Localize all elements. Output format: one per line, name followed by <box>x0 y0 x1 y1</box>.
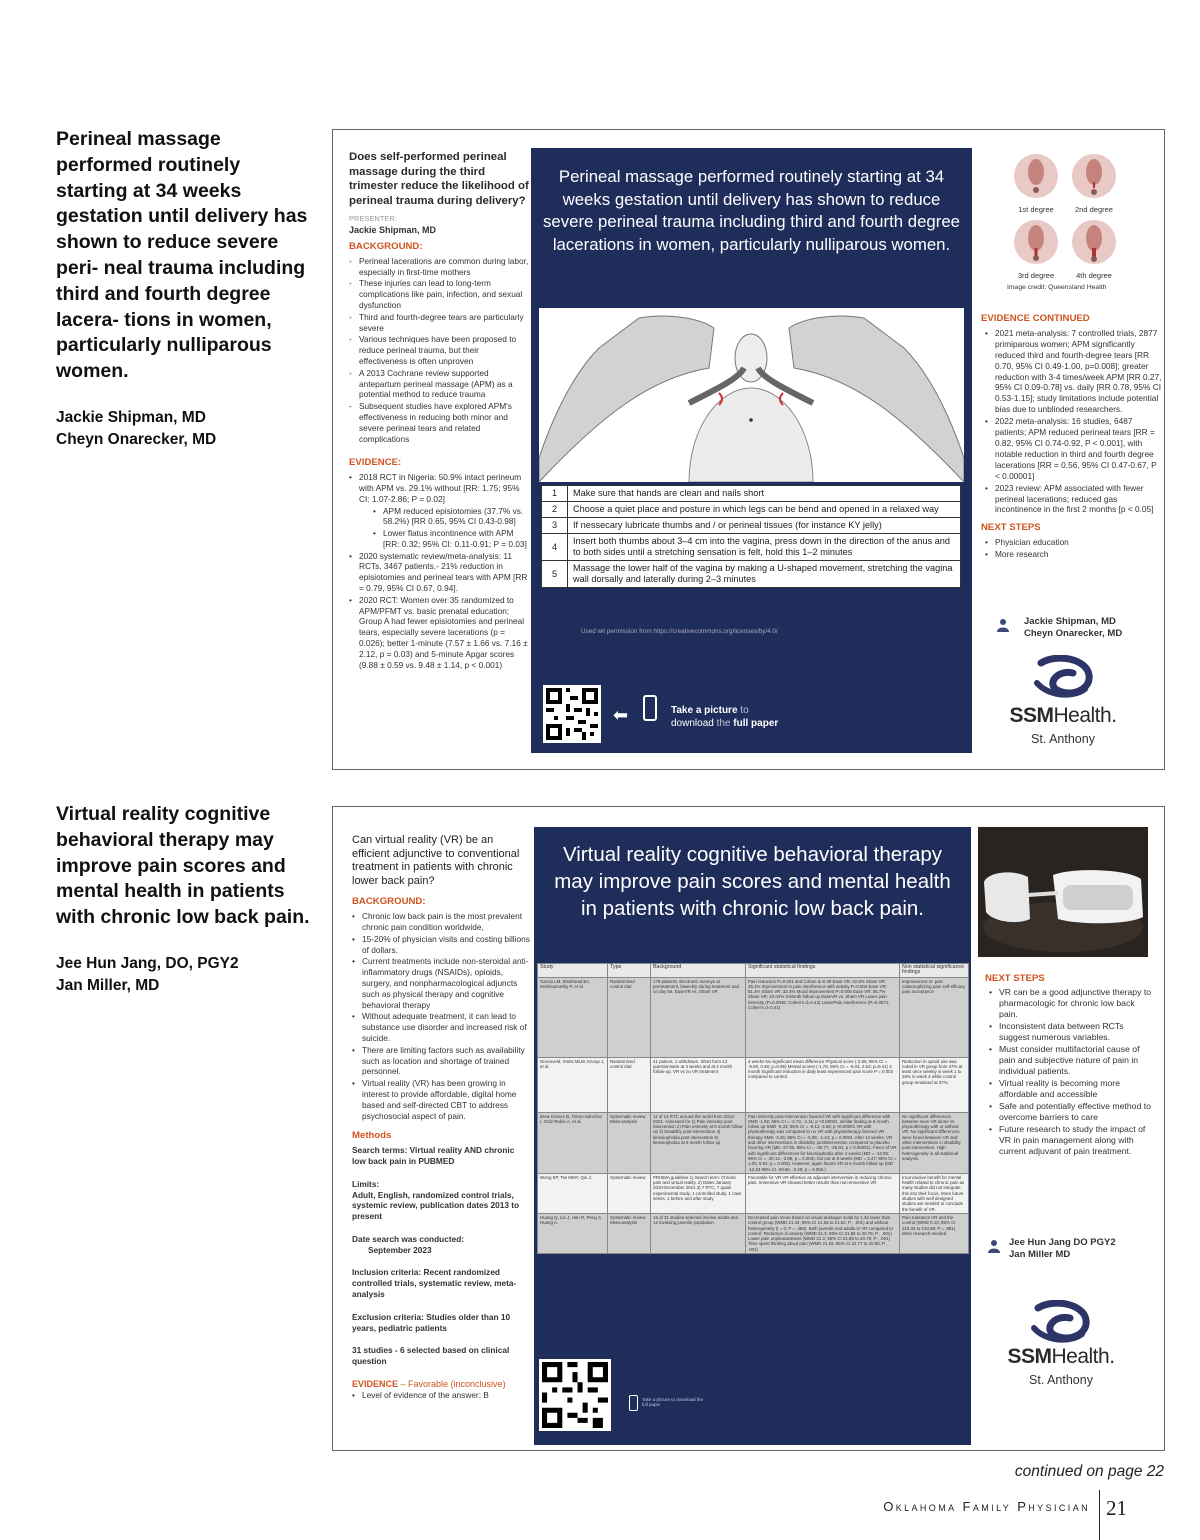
image-credit: Image credit: Queensland Health <box>1007 284 1107 291</box>
step-number: 5 <box>542 561 568 588</box>
ssm-logo-icon <box>1027 655 1103 699</box>
qr-code[interactable] <box>543 685 601 743</box>
poster2-headline: Virtual reality cognitive behavioral therapy may improve pain scores and mental health in patients with chronic low back pain. <box>554 843 951 920</box>
brand-location: St. Anthony <box>1031 732 1095 746</box>
degree-4-figure <box>1065 218 1123 280</box>
license-note: Used wit permission from https://creativecommons.org/licenses/by/4.0/ <box>581 628 778 635</box>
evidence-continued-list <box>981 328 1163 515</box>
step-number: 1 <box>542 486 568 502</box>
evidence-suffix: – Favorable (inconclusive) <box>398 1379 506 1390</box>
ssm-wordmark <box>981 1345 1141 1387</box>
article2-summary <box>56 802 312 997</box>
evidence-item: • 2018 RCT in Nigeria: 50.9% intact perineum with APM vs. 29.1% without [RR: 1.75; 95% CI: 1.07-2.86; P = 0.02] <box>349 472 529 504</box>
table-cell: Groenveld, Smits MLM, Knoop J, et al. <box>538 1057 608 1112</box>
evidence-heading: EVIDENCE <box>352 1379 399 1390</box>
poster1-question: Does self-performed perineal massage during the third trimester reduce the likelihood of perineal trauma during delivery? <box>349 151 529 207</box>
step-number: 4 <box>542 534 568 561</box>
background-item: • Without adequate treatment, it can lead to substance use disorder and increased risk of suicide. <box>352 1011 530 1043</box>
next-steps-list <box>981 537 1163 560</box>
evidence-list <box>352 1390 530 1401</box>
massage-illustration <box>539 308 964 482</box>
background-heading: BACKGROUND: <box>352 896 426 908</box>
poster2-question: Can virtual reality (VR) be an efficient adjunctive to conventional treatment in patients with chronic lower back pain? <box>352 834 520 887</box>
poster1-left-column <box>349 150 529 671</box>
next-step-item: • Physician education <box>981 537 1163 548</box>
table-cell: Systematic review Meta-analysis <box>608 1112 651 1173</box>
step-text: Choose a quiet place and posture in which legs can be bend and opened in a relaxed way <box>568 502 961 518</box>
step-row <box>542 561 961 588</box>
table-cell: 11 of 14 RTC around the world from 2013-2021. Assessed for 1) Pain intensity post intervention 2) Pain intensity at 6 month follow up 3) Disability post intervention 4) kinesiophobia post intervention 5) kinesiophobia at 6 month follow up <box>651 1112 746 1173</box>
person-icon <box>987 1239 1001 1253</box>
ssm-wordmark <box>983 704 1143 746</box>
brand-bold: SSM <box>1009 704 1054 727</box>
author-name: Jackie Shipman, MD <box>1024 616 1116 627</box>
brand-dot: . <box>1111 704 1117 727</box>
arrow-left-icon: ⬅ <box>613 705 629 725</box>
article1-summary <box>56 127 312 451</box>
table-cell: Pain tolerance VR and the control (WMD 0.13; 95% CI 210.34 to 210.59; P = .981) More research needed <box>900 1213 969 1253</box>
background-item: • There are limiting factors such as availability such as location and shortage of trained personnel. <box>352 1045 530 1077</box>
poster2-left-column <box>352 834 530 1402</box>
background-item: • Virtual reality (VR) has been growing in interest to provide affordable, digital home based and self-directed CBT to address psychosocial aspect of pain. <box>352 1078 530 1121</box>
table-header: Background <box>651 964 746 978</box>
studies-selected: 31 studies - 6 selected based on clinical question <box>352 1345 510 1367</box>
next-steps-heading: NEXT STEPS <box>981 522 1041 534</box>
table-header: Significant statistical findings <box>746 964 900 978</box>
degree-label: 1st degree <box>1018 205 1054 214</box>
background-item: • 15-20% of physician visits and costing billions of dollars. <box>352 934 530 956</box>
background-item: • Chronic low back pain is the most prevalent chronic pain condition worldwide, <box>352 911 530 933</box>
download-cta[interactable] <box>671 705 778 730</box>
table-cell: Huang Q, Lin J, Han R, Peng C, Huang A. <box>538 1213 608 1253</box>
author-name: Jan Miller MD <box>1009 1249 1071 1260</box>
date-value: September 2023 <box>368 1244 432 1255</box>
ssm-logo-icon <box>1024 1300 1100 1344</box>
background-item: - A 2013 Cochrane review supported antepartum perineal massage (APM) as a potential method to reduce trauma <box>349 368 529 400</box>
perineal-massage-poster <box>332 129 1165 770</box>
evidence-item: • 2020 RCT: Women over 35 randomized to APM/PFMT vs. basic prenatal education; Group A had fewer episiotomies and perineal tears, especially severe lacerations (p = 0.026); better 1-minute (7.57 ± 1.66 vs. 7.16 ± 2.12, p = 0.03) and 5-minute Apgar scores (9.88 ± 0.59 vs. 9.48 ± 1.14, p < 0.001) <box>349 595 529 671</box>
table-cell: 41 patient, 1 withdrawn. Short form-12 questionnaire at 4 weeks and at 4 month follow-up. VR vs no VR treatment <box>651 1057 746 1112</box>
poster2-right-column <box>985 973 1155 1158</box>
person-icon <box>996 618 1010 632</box>
continued-note: continued on page 22 <box>1014 1463 1164 1480</box>
brand-location: St. Anthony <box>1029 1373 1093 1387</box>
article1-author: Cheyn Onarecker, MD <box>56 430 217 448</box>
degree-2-figure <box>1065 152 1123 214</box>
presenter-label: PRESENTER: <box>349 214 397 224</box>
table-cell: Pain reduction P=0.001 and Cohen d=0.49 Ease VR: 42.8% Sham VR: 25.1% Improvement in pain interference with activity P=0.004 Ease VR: 51.4% Sham VR: 32.4% Mood improvement P=0.005 Ease VR: 55.7% Sham VR: 40.04% 3-Month follow up EaseVR vs. Sham VR Lower pain intensity (P=0.0046; Cohen's d=0.43) LowerPain interference (P=0.0071; Cohen's d=0.41) <box>746 977 900 1057</box>
evidence-list <box>349 472 529 670</box>
table-cell: Brea-Gómez B, Torres-Sánchez I, Ortiz-Rubio A, et al. <box>538 1112 608 1173</box>
evidence-item: • Level of evidence of the answer: B <box>352 1390 530 1401</box>
cta-bold: full paper <box>730 717 779 729</box>
table-cell: PRISMA guideline 1) Search term: Chronic pain and virtual reality. 2) Dates January 2010-December 2021 3) 7 RTC, 7 quasi experimental study, 1 controlled study, 1 case series, 1 before and after study <box>651 1173 746 1213</box>
limits-label: Limits: <box>352 1178 380 1189</box>
table-header: Study <box>538 964 608 978</box>
table-cell: Reduction in opioid use was noted in VR group from 47% at least once weekly in week 1 to 28% in week 4 while control group remained at 37%. <box>900 1057 969 1112</box>
magazine-name: Oklahoma Family Physician <box>883 1499 1090 1514</box>
phone-icon <box>643 695 657 721</box>
table-row <box>538 1057 969 1112</box>
table-cell: Systematic review Meta-analysis <box>608 1213 651 1253</box>
brand-bold: SSM <box>1007 1345 1052 1368</box>
table-cell: Randomized control trial <box>608 977 651 1057</box>
step-row <box>542 502 961 518</box>
table-cell: Favorable for VR VR effective as adjuvant intervention in reducing chronic pain. Immersive VR showed better results than non-immersive VR <box>746 1173 900 1213</box>
evidence-heading: EVIDENCE: <box>349 457 402 469</box>
table-cell: 179 patients. Electronic surveys at pretreatment, biweekly during treatment and on day 56. EaseVR vs. Sham VR <box>651 977 746 1057</box>
laceration-degrees-figure <box>1007 152 1123 291</box>
poster1-headline: Perineal massage performed routinely starting at 34 weeks gestation until delivery has shown to reduce severe perineal trauma including third and fourth degree lacerations in women, particularly nulliparous women. <box>543 167 960 254</box>
cta-text: to <box>737 705 749 716</box>
article2-author: Jee Hun Jang, DO, PGY2 <box>56 954 239 972</box>
brand-light: Health <box>1053 704 1112 727</box>
background-heading: BACKGROUND: <box>349 240 423 252</box>
step-text: Make sure that hands are clean and nails short <box>568 486 961 502</box>
degree-1-figure <box>1007 152 1065 214</box>
next-step-item: • Virtual reality is becoming more affordable and accessible <box>985 1078 1155 1100</box>
next-step-item: • VR can be a good adjunctive therapy to pharmacologic for chronic low back pain. <box>985 987 1155 1020</box>
evidence-subitem: • Lower flatus incontinence with APM [RR: 0.32; 95% CI: 0.11-0.91; P = 0.03] <box>373 528 529 550</box>
poster1-authors <box>996 616 1122 640</box>
article2-author: Jan Miller, MD <box>56 976 160 994</box>
author-name: Jee Hun Jang DO PGY2 <box>1009 1237 1116 1248</box>
step-text: Massage the lower half of the vagina by making a U-shaped movement, stretching the vagina wall dorsally and laterally during 2–3 minutes <box>568 561 961 588</box>
background-list <box>349 256 529 445</box>
background-item: - Subsequent studies have explored APM's effectiveness in reducing both minor and severe perineal tears and related complications <box>349 401 529 444</box>
next-step-item: • Must consider multifactorial cause of pain and subjective nature of pain in individual patients. <box>985 1044 1155 1077</box>
cta-bold: Take a picture <box>671 705 738 716</box>
methods-heading: Methods <box>352 1130 392 1142</box>
author-name: Cheyn Onarecker, MD <box>1024 628 1123 639</box>
massage-steps-table <box>541 485 961 588</box>
next-steps-list <box>985 987 1155 1157</box>
exclusion-criteria: Exclusion criteria: Studies older than 10 years, pediatric patients <box>352 1311 511 1333</box>
next-step-item: • Future research to study the impact of VR in pain management along with current adjuvant of pain treatment. <box>985 1124 1155 1157</box>
article1-title: Perineal massage performed routinely starting at 34 weeks gestation until delivery has shown to reduce severe peri- neal trauma including third and fourth degree lacera- tions in women, particularly nulliparous women. <box>56 128 308 383</box>
table-cell: Systematic review <box>608 1173 651 1213</box>
table-cell: Randomized control trial <box>608 1057 651 1112</box>
poster2-authors <box>987 1237 1116 1261</box>
next-step-item: • More research <box>981 549 1163 560</box>
table-cell: No significant differences between seen VR alone vs physiotherapy with or without VR. No significant differences were found between VR and other interventions in disability post intervention. High heterogeneity in all statistical analysis. <box>900 1112 969 1173</box>
table-row <box>538 1112 969 1173</box>
table-cell: Pain intensity post-intervention favored VR with significant difference with SMD -1.92; 95% CI = -2.73, -1.11; p <0.00001. similar finding at 6 month follow up SMD -6.34; 95% CI = -9.12,-3.58; p <0.00001 VR with physiotherapy was compared to no VR with physiotherapy favored VR therapy SMD -3.26; 95% CI = -5.08, -1.44; p = 0.0004. After 12 weeks, VR and other interventions in disability postintervention compared to placebo favoring VR (MD -27.89, 95% CI = -30.77, -25.01; p < 0.00001). Favor of VR with significant differences for kinesiophobia after 4 weeks (MD = -12.05; 95% CI = -20.13, -3.98; p = 0.003). but not at 8 weeks (MD = 3.47; 95% CI = 1.00, 5.94; p = 0.006). However, again favors VR at 6 month follow up (MD -12.04 95% CI -20.58, -3.49; p = 0.006.) <box>746 1112 900 1173</box>
table-row <box>538 977 969 1057</box>
next-steps-heading: NEXT STEPS <box>985 973 1045 984</box>
brand-dot: . <box>1109 1345 1115 1368</box>
table-header-row <box>538 964 969 978</box>
table-cell: Improvement in: pain catastrophizing pain self-efficacy pain acceptance <box>900 977 969 1057</box>
step-text: If nessecary lubricate thumbs and / or perineal tissues (for instance KY jelly) <box>568 518 961 534</box>
background-item: - Various techniques have been proposed to reduce perineal trauma, but their effectiveness is often unproven <box>349 334 529 366</box>
background-item: - These injuries can lead to long-term complications like pain, infection, and sexual dysfunction <box>349 278 529 310</box>
evidence-item: • 2022 meta-analysis: 16 studies, 6487 patients; APM reduced perineal tears [RR = 0.82, 95% CI 0.74-0.92, P < 0.001], with notable reduction in third and fourth degree lacerations [RR = 0.56, 95% CI 0.47-0.67, P < 0.00001] <box>981 416 1163 481</box>
download-cta[interactable]: Take a picture to download the full paper <box>642 1397 704 1408</box>
evidence-continued-heading: EVIDENCE CONTINUED <box>981 313 1090 324</box>
cta-text: the <box>716 717 731 729</box>
step-text: Insert both thumbs about 3–4 cm into the vagina, press down in the direction of the anus and to both sides until a stretching sensation is felt, hold this 1–2 minutes <box>568 534 961 561</box>
vr-headset-photo <box>978 827 1148 957</box>
evidence-item: • 2023 review: APM associated with fewer perineal lacerations; reduced gas incontinence in the first 2 months [p < 0.05] <box>981 483 1163 516</box>
page-number: 21 <box>1106 1496 1127 1520</box>
step-row <box>542 534 961 561</box>
evidence-subitem: • APM reduced episiotomies (37.7% vs. 58.2%) [RR 0.65, 95% CI 0.43-0.98] <box>373 506 529 528</box>
evidence-item: • 2021 meta-analysis: 7 controlled trials, 2877 primiparous women; APM significantly reduced third and fourth-degree tears [RR 0.70, 95% CI 0.49-1.00, p=0.008]; greater reduction with 3-4 times/week APM [RR 0.27, 95% CI 0.09-0.78] vs. daily [RR 0.78, 95% CI 0.53-1.15]; study limitations include potential bias due to unblinded researchers. <box>981 328 1163 415</box>
limits-text: Adult, English, randomized control trials, systemic review, publication dates 2013 to present <box>352 1189 520 1222</box>
article2-title: Virtual reality cognitive behavioral therapy may improve pain scores and mental health in patients with chronic low back pain. <box>56 803 310 929</box>
background-item: - Third and fourth-degree tears are particularly severe <box>349 312 529 334</box>
table-row <box>538 1173 969 1213</box>
degree-3-figure <box>1007 218 1065 280</box>
table-cell: Inconclusive benefit for mental health related to chronic pain as many studies did not integrate this into their focus. More future studies with well designed studies are needed to conclude the benefit of VR. <box>900 1173 969 1213</box>
next-step-item: • Inconsistent data between RCTs suggest numerous variables. <box>985 1021 1155 1043</box>
poster1-center-panel <box>531 148 972 753</box>
step-row <box>542 518 961 534</box>
poster1-right-column <box>981 314 1163 561</box>
step-number: 3 <box>542 518 568 534</box>
search-terms: Search terms: Virtual reality AND chronic low back pain in PUBMED <box>352 1145 515 1166</box>
background-item: - Perineal lacerations are common during labor, especially in first-time mothers <box>349 256 529 278</box>
footer-divider <box>1099 1490 1100 1540</box>
phone-icon <box>629 1395 638 1411</box>
inclusion-criteria: Inclusion criteria: Recent randomized controlled trials, systematic review, meta-analysis <box>352 1267 517 1300</box>
table-header: Non statistical significance findings <box>900 964 969 978</box>
background-item: • Current treatments include non-steroidal anti-inflammatory drugs (NSAIDs), opioids, surgery, and nonpharmacological adjuncts such as physical therapy and cognitive behavioral therapy <box>352 956 530 1010</box>
degree-label: 4th degree <box>1076 271 1112 280</box>
table-cell: 4 weeks No significant mean difference Physical score (-2.56; 95% CI = -5.60, 0.48; p=0.96) Mental scores (-1.75; 95% CI = -6.04, 2.53; p=0.41) 4 month Significant reduction in daily least experienced pain score P = 0.002 compared to control. <box>746 1057 900 1112</box>
article1-author: Jackie Shipman, MD <box>56 408 206 426</box>
qr-code[interactable] <box>539 1359 611 1431</box>
table-row <box>538 1213 969 1253</box>
next-step-item: • Safe and potentially effective method to overcome barriers to care <box>985 1101 1155 1123</box>
brand-light: Health <box>1051 1345 1110 1368</box>
cta-text: download <box>671 717 717 729</box>
table-cell: Garcia LM, Birckhead BJ, Krishnamurthy P, et al. <box>538 977 608 1057</box>
table-cell: 16 of 31 studies selected involve adults and 12 involving juvenile population <box>651 1213 746 1253</box>
degree-label: 3rd degree <box>1017 271 1055 280</box>
table-cell: Decreased pain score based on visual analogue scale by 1.34 lower than control group (WMD 21.34; 95% CI 21.66 to 21.02; P , .001) and without heterogeneity (I = 0; P = .488). Both juvenile and adults in VR compared to control: Reduction in anxiety (WMD 21.3; 95% CI 21.86 to 20.75; P , .001) Lower pain unpleasantness (WMD 21.3; 95% CI 21.86 to 20.75; P , .001) Time spent thinking about pain (WMD 21.83; 95% CI 22.77 to 20.90; P , .001) <box>746 1213 900 1253</box>
evidence-item: • 2020 systematic review/meta-analysis: 11 RCTs, 3467 patients.- 21% reduction in episiotomies and perineal tears with APM [RR = 0.79, 95% CI 0.67, 0.94]. <box>349 551 529 594</box>
presenter-name: Jackie Shipman, MD <box>349 225 437 236</box>
table-cell: Wong KP, Tse MMY, Qin J. <box>538 1173 608 1213</box>
step-number: 2 <box>542 502 568 518</box>
studies-table <box>537 963 969 1254</box>
table-header: Type <box>608 964 651 978</box>
virtual-reality-poster <box>332 806 1165 1451</box>
date-label: Date search was conducted: <box>352 1233 465 1244</box>
background-list <box>352 911 530 1121</box>
degree-label: 2nd degree <box>1075 205 1113 214</box>
step-row <box>542 486 961 502</box>
